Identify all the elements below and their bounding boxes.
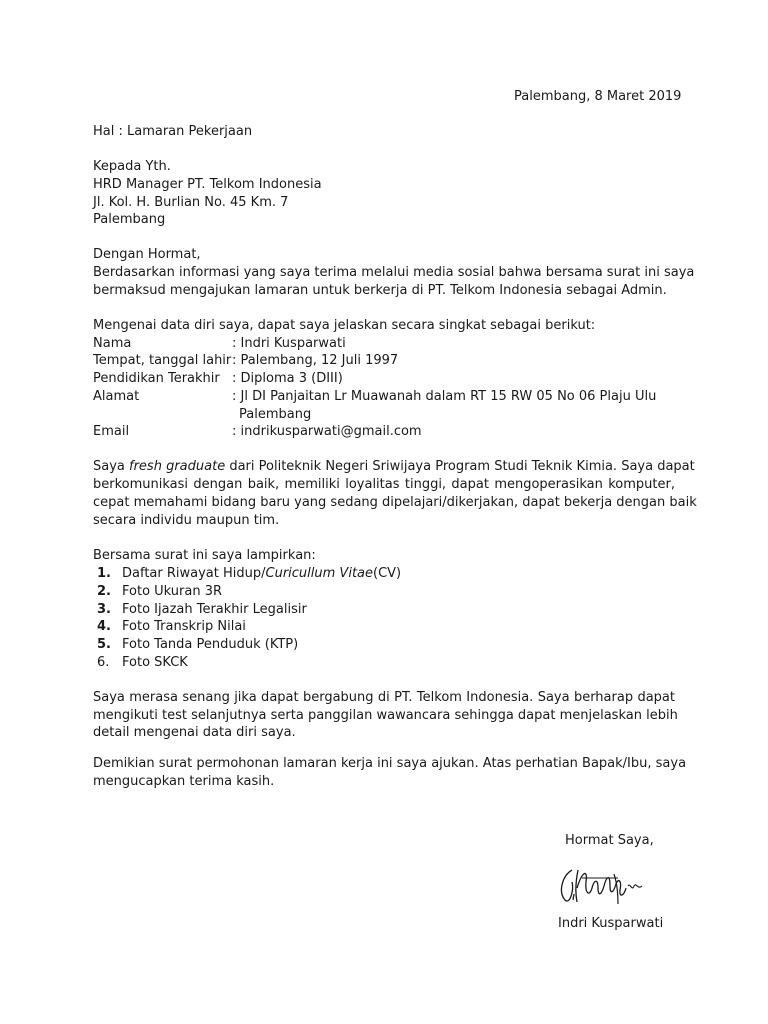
closing1-line-3: detail mengenai data diri saya. xyxy=(93,725,296,740)
letter-subject: Hal : Lamaran Pekerjaan xyxy=(93,124,253,139)
attachment-item: Foto SKCK xyxy=(122,655,188,670)
attachment-item-a: Daftar Riwayat Hidup/ xyxy=(122,566,266,581)
email-label: Email xyxy=(93,424,130,439)
attachment-item: Foto Ijazah Terakhir Legalisir xyxy=(122,602,307,617)
recipient-position: HRD Manager PT. Telkom Indonesia xyxy=(93,177,322,192)
personal-intro: Mengenai data diri saya, dapat saya jelaskan secara singkat sebagai berikut: xyxy=(93,318,596,333)
attachment-item: Foto Ukuran 3R xyxy=(122,584,223,599)
about-line-1-b: dari Politeknik Negeri Sriwijaya Program Studi Teknik Kimia. Saya dapat xyxy=(225,459,695,474)
name-label: Nama xyxy=(93,336,132,351)
attachment-item-b: (CV) xyxy=(373,566,402,581)
about-line-2: berkomunikasi dengan baik, memiliki loyalitas tinggi, dapat mengoperasikan komputer, xyxy=(93,477,675,492)
closing2-line-1: Demikian surat permohonan lamaran kerja ini saya ajukan. Atas perhatian Bapak/Ibu, saya xyxy=(93,756,687,771)
salutation: Dengan Hormat, xyxy=(93,247,201,262)
attachment-number: 2. xyxy=(97,584,111,599)
education-value: : Diploma 3 (DIII) xyxy=(232,371,343,386)
name-value: : Indri Kusparwati xyxy=(232,336,346,351)
attachments-intro: Bersama surat ini saya lampirkan: xyxy=(93,548,316,563)
about-line-3: cepat memahami bidang baru yang sedang dipelajari/dikerjakan, dapat bekerja dengan baik xyxy=(93,495,697,510)
address-value-2: Palembang xyxy=(239,407,312,422)
closing1-line-1: Saya merasa senang jika dapat bergabung di PT. Telkom Indonesia. Saya berharap dapat xyxy=(93,690,675,705)
education-label: Pendidikan Terakhir xyxy=(93,371,220,386)
signer-name: Indri Kusparwati xyxy=(558,916,664,931)
letter-date: Palembang, 8 Maret 2019 xyxy=(514,89,682,104)
birth-value: : Palembang, 12 Juli 1997 xyxy=(232,353,399,368)
about-line-1-a: Saya xyxy=(93,459,130,474)
about-line-1-em: fresh graduate xyxy=(129,459,226,474)
attachment-item-em: Curicullum Vitae xyxy=(265,566,374,581)
about-line-1 xyxy=(93,458,695,476)
regards: Hormat Saya, xyxy=(565,833,654,848)
attachment-item: Foto Transkrip Nilai xyxy=(122,619,246,634)
recipient-address: Jl. Kol. H. Burlian No. 45 Km. 7 xyxy=(93,195,289,210)
attachment-item: Foto Tanda Penduduk (KTP) xyxy=(122,637,299,652)
attachment-number: 3. xyxy=(97,602,111,617)
birth-label: Tempat, tanggal lahir xyxy=(93,353,232,368)
address-value-1: : Jl DI Panjaitan Lr Muawanah dalam RT 15 RW 05 No 06 Plaju Ulu xyxy=(232,389,657,404)
about-line-4: secara individu maupun tim. xyxy=(93,513,280,528)
recipient-greeting: Kepada Yth. xyxy=(93,159,171,174)
closing2-line-2: mengucapkan terima kasih. xyxy=(93,774,275,789)
attachment-number: 6. xyxy=(97,655,110,670)
closing1-line-2: mengikuti test selanjutnya serta panggilan wawancara sehingga dapat menjelaskan lebih xyxy=(93,708,678,723)
opening-line-1: Berdasarkan informasi yang saya terima melalui media sosial bahwa bersama surat ini saya xyxy=(93,265,695,280)
recipient-city: Palembang xyxy=(93,212,166,227)
signature-image xyxy=(556,860,648,910)
attachment-number: 1. xyxy=(97,566,111,581)
opening-line-2: bermaksud mengajukan lamaran untuk berkerja di PT. Telkom Indonesia sebagai Admin. xyxy=(93,283,667,298)
address-label: Alamat xyxy=(93,389,140,404)
email-value: : indrikusparwati@gmail.com xyxy=(232,424,422,439)
attachment-number: 4. xyxy=(97,619,111,634)
attachment-item xyxy=(122,565,401,583)
attachment-number: 5. xyxy=(97,637,111,652)
